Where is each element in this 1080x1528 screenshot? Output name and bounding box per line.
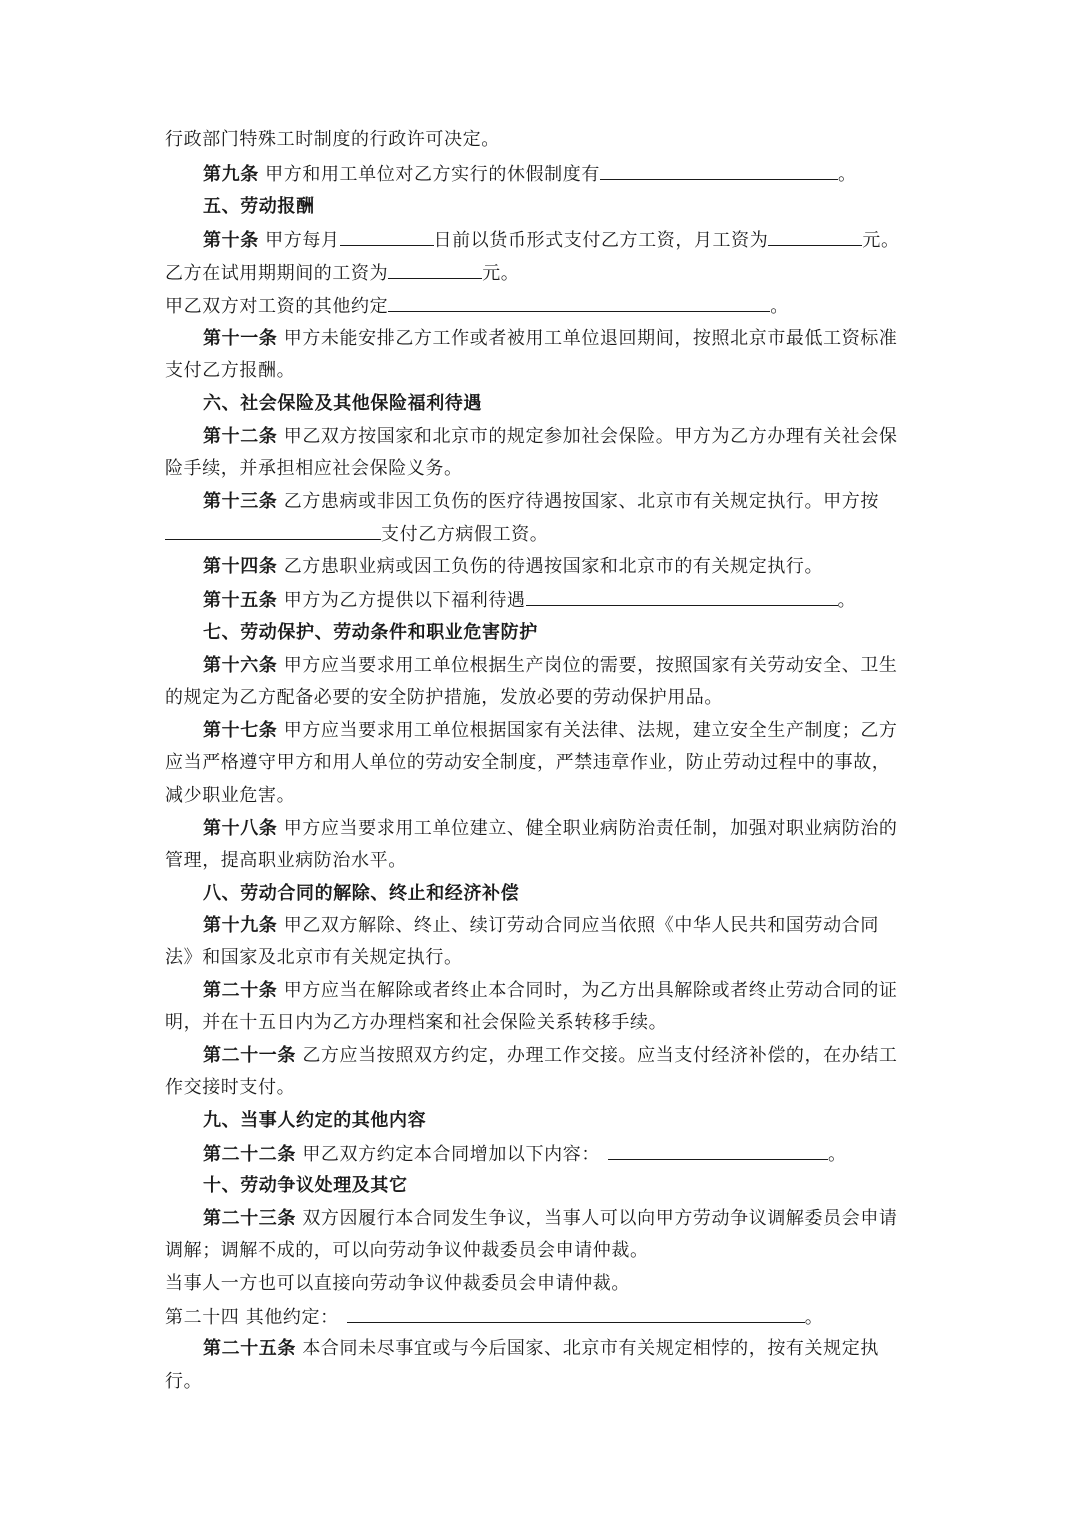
text-line: 甲乙双方对工资的其他约定 。 xyxy=(165,296,789,317)
article-label: 第十五条 xyxy=(203,590,278,611)
blank-line xyxy=(347,1305,805,1323)
article-label: 第十八条 xyxy=(203,818,278,839)
blank-line xyxy=(340,228,434,246)
section-heading: 六、社会保险及其他保险福利待遇 xyxy=(203,393,482,414)
article-label: 第九条 xyxy=(203,164,259,185)
blank-line xyxy=(600,162,838,180)
article-label: 第十二条 xyxy=(203,426,278,447)
blank-line xyxy=(165,522,381,540)
text-line: 当事人一方也可以直接向劳动争议仲裁委员会申请仲裁。 xyxy=(165,1273,630,1294)
blank-line xyxy=(608,1142,828,1160)
text-line: 行政部门特殊工时制度的行政许可决定。 xyxy=(165,129,500,150)
text-line: 减少职业危害。 xyxy=(165,785,296,806)
article-label: 第十一条 xyxy=(203,328,278,349)
article-label: 第二十二条 xyxy=(203,1144,296,1165)
text-line: 法》和国家及北京市有关规定执行。 xyxy=(165,947,463,968)
article-11: 第十一条 甲方未能安排乙方工作或者被用工单位退回期间，按照北京市最低工资标准 xyxy=(203,328,898,349)
section-heading: 五、劳动报酬 xyxy=(203,196,315,217)
text-line: 支付乙方报酬。 xyxy=(165,360,296,381)
article-21: 第二十一条 乙方应当按照双方约定，办理工作交接。应当支付经济补偿的，在办结工 xyxy=(203,1045,898,1066)
text-line: 调解；调解不成的，可以向劳动争议仲裁委员会申请仲裁。 xyxy=(165,1240,649,1261)
article-label: 第二十四 xyxy=(165,1307,240,1328)
blank-line xyxy=(526,588,838,606)
section-heading: 十、劳动争议处理及其它 xyxy=(203,1175,408,1196)
article-label: 第十四条 xyxy=(203,556,278,577)
article-label: 第二十条 xyxy=(203,980,278,1001)
article-18: 第十八条 甲方应当要求用工单位建立、健全职业病防治责任制，加强对职业病防治的 xyxy=(203,818,898,839)
article-10: 第十条 甲方每月 日前以货币形式支付乙方工资，月工资为 元。 xyxy=(203,230,900,251)
article-label: 第十六条 xyxy=(203,655,278,676)
article-label: 第十七条 xyxy=(203,720,278,741)
text-line: 应当严格遵守甲方和用人单位的劳动安全制度，严禁违章作业，防止劳动过程中的事故， xyxy=(165,752,891,773)
article-22: 第二十二条 甲乙双方约定本合同增加以下内容： 。 xyxy=(203,1144,847,1165)
article-16: 第十六条 甲方应当要求用工单位根据生产岗位的需要，按照国家有关劳动安全、卫生 xyxy=(203,655,898,676)
article-14: 第十四条 乙方患职业病或因工负伤的待遇按国家和北京市的有关规定执行。 xyxy=(203,556,824,577)
text-line: 管理，提高职业病防治水平。 xyxy=(165,850,407,871)
article-9: 第九条 甲方和用工单位对乙方实行的休假制度有 。 xyxy=(203,164,857,185)
article-19: 第十九条 甲乙双方解除、终止、续订劳动合同应当依照《中华人民共和国劳动合同 xyxy=(203,915,879,936)
blank-line xyxy=(388,261,482,279)
article-17: 第十七条 甲方应当要求用工单位根据国家有关法律、法规，建立安全生产制度；乙方 xyxy=(203,720,898,741)
text-line: 行。 xyxy=(165,1371,203,1392)
text-line: 的规定为乙方配备必要的安全防护措施，发放必要的劳动保护用品。 xyxy=(165,687,723,708)
text-line: 明，并在十五日内为乙方办理档案和社会保险关系转移手续。 xyxy=(165,1012,668,1033)
text-line: 作交接时支付。 xyxy=(165,1077,296,1098)
article-label: 第十九条 xyxy=(203,915,278,936)
text-line: 险手续，并承担相应社会保险义务。 xyxy=(165,458,463,479)
article-label: 第二十三条 xyxy=(203,1208,296,1229)
section-heading: 七、劳动保护、劳动条件和职业危害防护 xyxy=(203,622,538,643)
article-23: 第二十三条 双方因履行本合同发生争议，当事人可以向甲方劳动争议调解委员会申请 xyxy=(203,1208,898,1229)
article-label: 第二十一条 xyxy=(203,1045,296,1066)
article-label: 第十三条 xyxy=(203,491,278,512)
blank-line xyxy=(388,294,770,312)
article-24: 第二十四 其他约定： 。 xyxy=(165,1307,824,1328)
section-heading: 九、当事人约定的其他内容 xyxy=(203,1110,427,1131)
article-15: 第十五条 甲方为乙方提供以下福利待遇 。 xyxy=(203,590,857,611)
article-25: 第二十五条 本合同未尽事宜或与今后国家、北京市有关规定相悖的，按有关规定执 xyxy=(203,1338,879,1359)
section-heading: 八、劳动合同的解除、终止和经济补偿 xyxy=(203,883,520,904)
article-20: 第二十条 甲方应当在解除或者终止本合同时，为乙方出具解除或者终止劳动合同的证 xyxy=(203,980,898,1001)
article-13: 第十三条 乙方患病或非因工负伤的医疗待遇按国家、北京市有关规定执行。甲方按 xyxy=(203,491,879,512)
text-line: 支付乙方病假工资。 xyxy=(165,522,548,547)
blank-line xyxy=(768,228,862,246)
text-line: 乙方在试用期期间的工资为 元。 xyxy=(165,263,520,284)
article-label: 第十条 xyxy=(203,230,259,251)
article-label: 第二十五条 xyxy=(203,1338,296,1359)
article-12: 第十二条 甲乙双方按国家和北京市的规定参加社会保险。甲方为乙方办理有关社会保 xyxy=(203,426,898,447)
